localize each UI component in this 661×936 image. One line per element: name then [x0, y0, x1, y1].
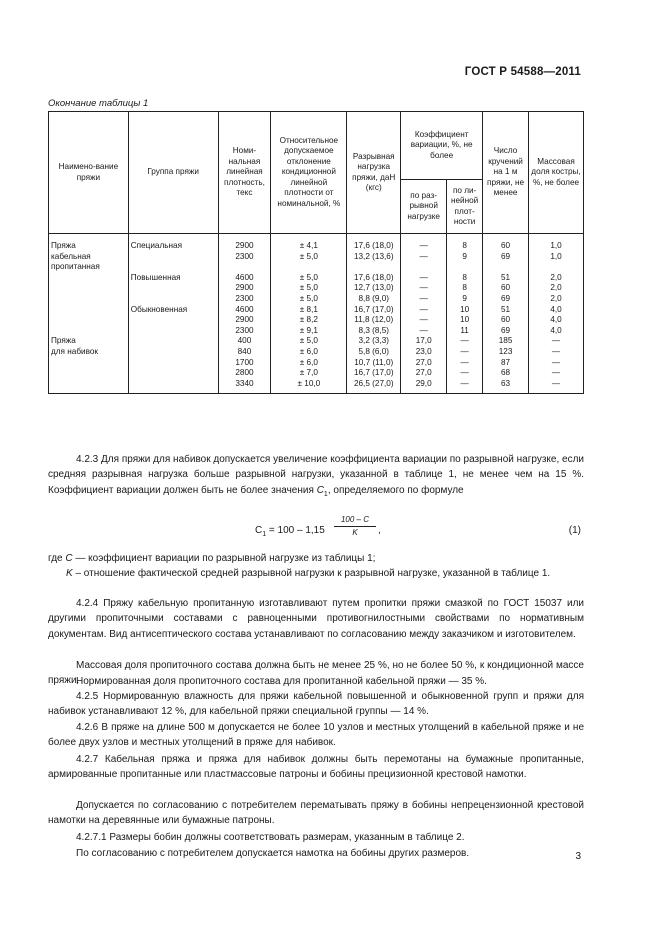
table-row [49, 273, 584, 284]
cell-name [49, 305, 129, 316]
para-norm-share: Нормированная доля пропиточного состава для пропитанной кабельной пряжи — 35 %. [76, 676, 487, 687]
cell-tw: 69 [483, 326, 529, 337]
th-group: Группа пряжи [128, 112, 218, 234]
cell-cvd: 9 [447, 294, 483, 305]
table-row [49, 347, 584, 358]
cell-group [128, 252, 218, 263]
cell-fire: — [529, 368, 584, 379]
cell-tol: ± 10,0 [271, 379, 347, 394]
cell-tol: ± 5,0 [271, 283, 347, 294]
para-4-2-3-text: 4.2.3 Для пряжи для набивок допускается увеличение коэффициента вариации по разрывной нагрузке, если средняя разрывная нагрузка больше разрывной нагрузки, указанной в таблице 1, не менее чем на 15 %. Коэффициент вариации должен быть не более значения [48, 454, 584, 496]
cell-group [128, 315, 218, 326]
table-row [49, 234, 584, 252]
cell-fire [529, 262, 584, 273]
cell-cvl: — [401, 273, 447, 284]
para-4-2-5: 4.2.5 Нормированную влажность для пряжи кабельной повышенной и обыкновенной групп и пряжи для набивок устанавливают 12 %, для кабельной пряжи специальной группы — 14 %. [48, 691, 584, 718]
cell-tw: 63 [483, 379, 529, 394]
cell-density: 840 [218, 347, 271, 358]
cell-tol: ± 6,0 [271, 347, 347, 358]
cell-cvd: 8 [447, 273, 483, 284]
cell-fire: — [529, 379, 584, 394]
cell-load: 8,3 (8,5) [347, 326, 401, 337]
cell-fire: — [529, 347, 584, 358]
table-row [49, 326, 584, 337]
formula-denominator: K [352, 528, 358, 537]
cell-load: 8,8 (9,0) [347, 294, 401, 305]
formula-numerator: 100 – C [340, 515, 370, 524]
th-twists: Число кручений на 1 м пряжи, не менее [483, 112, 529, 234]
cell-name [49, 368, 129, 379]
cell-fire: 4,0 [529, 326, 584, 337]
cell-name [49, 315, 129, 326]
standard-header: ГОСТ Р 54588—2011 [464, 66, 581, 78]
th-cv-density: по ли-нейной плот-ности [447, 180, 483, 234]
cell-group: Обыкновенная [128, 305, 218, 316]
cell-cvd: — [447, 347, 483, 358]
th-cv: Коэффициент вариации, %, не более [401, 112, 483, 180]
cell-cvl: — [401, 305, 447, 316]
para-4-2-3 [48, 452, 584, 502]
cell-tol [271, 262, 347, 273]
cell-cvl: — [401, 234, 447, 252]
cell-cvd: 11 [447, 326, 483, 337]
cell-group [128, 368, 218, 379]
cell-cvd [447, 262, 483, 273]
cell-tol: ± 9,1 [271, 326, 347, 337]
cell-fire: — [529, 336, 584, 347]
cell-load: 16,7 (17,0) [347, 368, 401, 379]
cell-group: Специальная [128, 234, 218, 252]
formula-1 [0, 515, 661, 545]
yarn-table [48, 111, 584, 394]
para-4-2-4: 4.2.4 Пряжу кабельную пропитанную изготавливают путем пропитки пряжи смазкой по ГОСТ 15037 или другими пропиточными составами с равноценными противогнилостными свойствами по нормативным документам. Вид антисептического состава устанавливают по согласованию между заказчиком и изготовителем. [48, 598, 584, 640]
cell-group: Повышенная [128, 273, 218, 284]
table-row [49, 336, 584, 347]
formula-mid: = 100 – 1,15 [266, 525, 325, 536]
cell-load: 17,6 (18,0) [347, 273, 401, 284]
cell-density: 2900 [218, 234, 271, 252]
cell-load [347, 262, 401, 273]
cell-tw: 60 [483, 283, 529, 294]
where-c-symbol: C [65, 553, 73, 564]
th-density: Номи-нальная линейная плотность, текс [218, 112, 271, 234]
th-cv-load: по раз-рывной нагрузке [401, 180, 447, 234]
cell-fire: 4,0 [529, 305, 584, 316]
table-row [49, 368, 584, 379]
cell-tol: ± 5,0 [271, 294, 347, 305]
where-c-text: — коэффициент вариации по разрывной нагрузке из таблицы 1; [72, 553, 376, 564]
page-number: 3 [575, 851, 581, 862]
th-fire: Массовая доля костры, %, не более [529, 112, 584, 234]
th-load: Разрывная нагрузка пряжи, даН (кгс) [347, 112, 401, 234]
cell-tw: 68 [483, 368, 529, 379]
cell-fire: 2,0 [529, 273, 584, 284]
cell-name [49, 379, 129, 394]
formula-comma: , [378, 525, 381, 536]
cell-cvd: — [447, 358, 483, 369]
cell-tw: 51 [483, 273, 529, 284]
cell-cvd: 8 [447, 234, 483, 252]
cell-group [128, 336, 218, 347]
table-row [49, 294, 584, 305]
cell-cvl: 29,0 [401, 379, 447, 394]
cell-density: 2900 [218, 283, 271, 294]
cell-name [49, 294, 129, 305]
cell-cvd: — [447, 379, 483, 394]
cell-cvl: — [401, 252, 447, 263]
cell-tol: ± 7,0 [271, 368, 347, 379]
cell-load: 11,8 (12,0) [347, 315, 401, 326]
cell-name: для набивок [49, 347, 129, 358]
cell-cvl: — [401, 283, 447, 294]
cell-cvd: — [447, 368, 483, 379]
cell-tol: ± 6,0 [271, 358, 347, 369]
cell-fire: 2,0 [529, 294, 584, 305]
cell-tol: ± 8,1 [271, 305, 347, 316]
cell-fire: 1,0 [529, 252, 584, 263]
where-k [48, 566, 584, 581]
cell-load: 13,2 (13,6) [347, 252, 401, 263]
symbol-c: C [316, 484, 324, 496]
cell-load: 17,6 (18,0) [347, 234, 401, 252]
cell-tw: 69 [483, 294, 529, 305]
cell-group [128, 283, 218, 294]
cell-group [128, 326, 218, 337]
cell-density: 400 [218, 336, 271, 347]
cell-group [128, 294, 218, 305]
cell-fire: 1,0 [529, 234, 584, 252]
cell-tw: 51 [483, 305, 529, 316]
cell-density: 2300 [218, 326, 271, 337]
table-row [49, 305, 584, 316]
table-row [49, 315, 584, 326]
formula-fraction [334, 515, 376, 537]
cell-fire: — [529, 358, 584, 369]
cell-load: 10,7 (11,0) [347, 358, 401, 369]
formula-c: C [255, 525, 263, 536]
cell-cvl: 27,0 [401, 358, 447, 369]
formula-left [255, 525, 325, 538]
para-4-2-7: 4.2.7 Кабельная пряжа и пряжа для набивок должны быть перемотаны на бумажные пропитанные, армированные пропитанные или пластмассовые патроны и бобины прецизионной крестовой намотки. [48, 754, 584, 781]
cell-tol: ± 5,0 [271, 273, 347, 284]
formula-sub: 1 [262, 531, 267, 538]
cell-name [49, 273, 129, 284]
table-row [49, 379, 584, 394]
cell-tol: ± 4,1 [271, 234, 347, 252]
cell-cvl: 27,0 [401, 368, 447, 379]
where-label: где [48, 553, 63, 564]
cell-cvd: 8 [447, 283, 483, 294]
cell-name: пропитанная [49, 262, 129, 273]
cell-load: 16,7 (17,0) [347, 305, 401, 316]
subscript-1: 1 [323, 490, 328, 498]
cell-group [128, 262, 218, 273]
th-tolerance: Относительное допускаемое отклонение кондиционной линейной плотности от номинальной, % [271, 112, 347, 234]
cell-density: 2900 [218, 315, 271, 326]
formula-number: (1) [568, 525, 581, 536]
cell-name [49, 283, 129, 294]
where-c [48, 551, 584, 566]
cell-tol: ± 5,0 [271, 252, 347, 263]
cell-tw: 87 [483, 358, 529, 369]
cell-load: 26,5 (27,0) [347, 379, 401, 394]
para-4-2-6: 4.2.6 В пряже на длине 500 м допускается не более 10 узлов и местных утолщений в кабельной пряже и не более двух узлов и местных утолщений в пряже для набивок. [48, 722, 584, 749]
cell-load: 5,8 (6,0) [347, 347, 401, 358]
cell-cvl: — [401, 294, 447, 305]
cell-name: Пряжа [49, 234, 129, 252]
cell-tw: 185 [483, 336, 529, 347]
cell-name: Пряжа [49, 336, 129, 347]
cell-tw [483, 262, 529, 273]
table-row [49, 262, 584, 273]
para-4-2-3-end: , определяемого по формуле [327, 484, 464, 496]
cell-tol: ± 5,0 [271, 336, 347, 347]
table-caption: Окончание таблицы 1 [48, 98, 149, 109]
cell-cvd: — [447, 336, 483, 347]
cell-tw: 60 [483, 234, 529, 252]
cell-density: 2300 [218, 252, 271, 263]
cell-load: 12,7 (13,0) [347, 283, 401, 294]
cell-group [128, 379, 218, 394]
cell-density: 4600 [218, 305, 271, 316]
cell-group [128, 347, 218, 358]
cell-cvd: 10 [447, 315, 483, 326]
cell-density: 1700 [218, 358, 271, 369]
cell-cvl: — [401, 326, 447, 337]
cell-density [218, 262, 271, 273]
cell-name [49, 358, 129, 369]
cell-tol: ± 8,2 [271, 315, 347, 326]
cell-fire: 4,0 [529, 315, 584, 326]
cell-cvl: 23,0 [401, 347, 447, 358]
cell-group [128, 358, 218, 369]
cell-tw: 60 [483, 315, 529, 326]
cell-density: 2300 [218, 294, 271, 305]
cell-density: 4600 [218, 273, 271, 284]
table-row [49, 283, 584, 294]
table-row [49, 252, 584, 263]
para-other-sizes: По согласованию с потребителем допускается намотка на бобины других размеров. [76, 848, 470, 859]
cell-tw: 69 [483, 252, 529, 263]
cell-cvl: 17,0 [401, 336, 447, 347]
where-k-symbol: K [66, 568, 73, 579]
cell-name: кабельная [49, 252, 129, 263]
cell-cvl: — [401, 315, 447, 326]
para-4-2-7-1: 4.2.7.1 Размеры бобин должны соответствовать размерам, указанным в таблице 2. [76, 832, 465, 843]
cell-cvl [401, 262, 447, 273]
table-row [49, 358, 584, 369]
where-k-text: – отношение фактической средней разрывной нагрузки к разрывной нагрузке, указанной в таблице 1. [72, 568, 551, 579]
cell-density: 2800 [218, 368, 271, 379]
cell-cvd: 10 [447, 305, 483, 316]
cell-name [49, 326, 129, 337]
cell-fire: 2,0 [529, 283, 584, 294]
cell-tw: 123 [483, 347, 529, 358]
fraction-line [334, 526, 376, 527]
cell-cvd: 9 [447, 252, 483, 263]
th-name: Наимено-вание пряжи [49, 112, 129, 234]
cell-density: 3340 [218, 379, 271, 394]
cell-load: 3,2 (3,3) [347, 336, 401, 347]
para-mass-share: Массовая доля пропиточного состава должна быть не менее 25 %, но не более 50 %, к кондиционной массе пряжи. [48, 660, 584, 687]
para-rewind: Допускается по согласованию с потребителем перематывать пряжу в бобины непрецензионной крестовой намотки на деревянные или бумажные патроны. [48, 800, 584, 827]
